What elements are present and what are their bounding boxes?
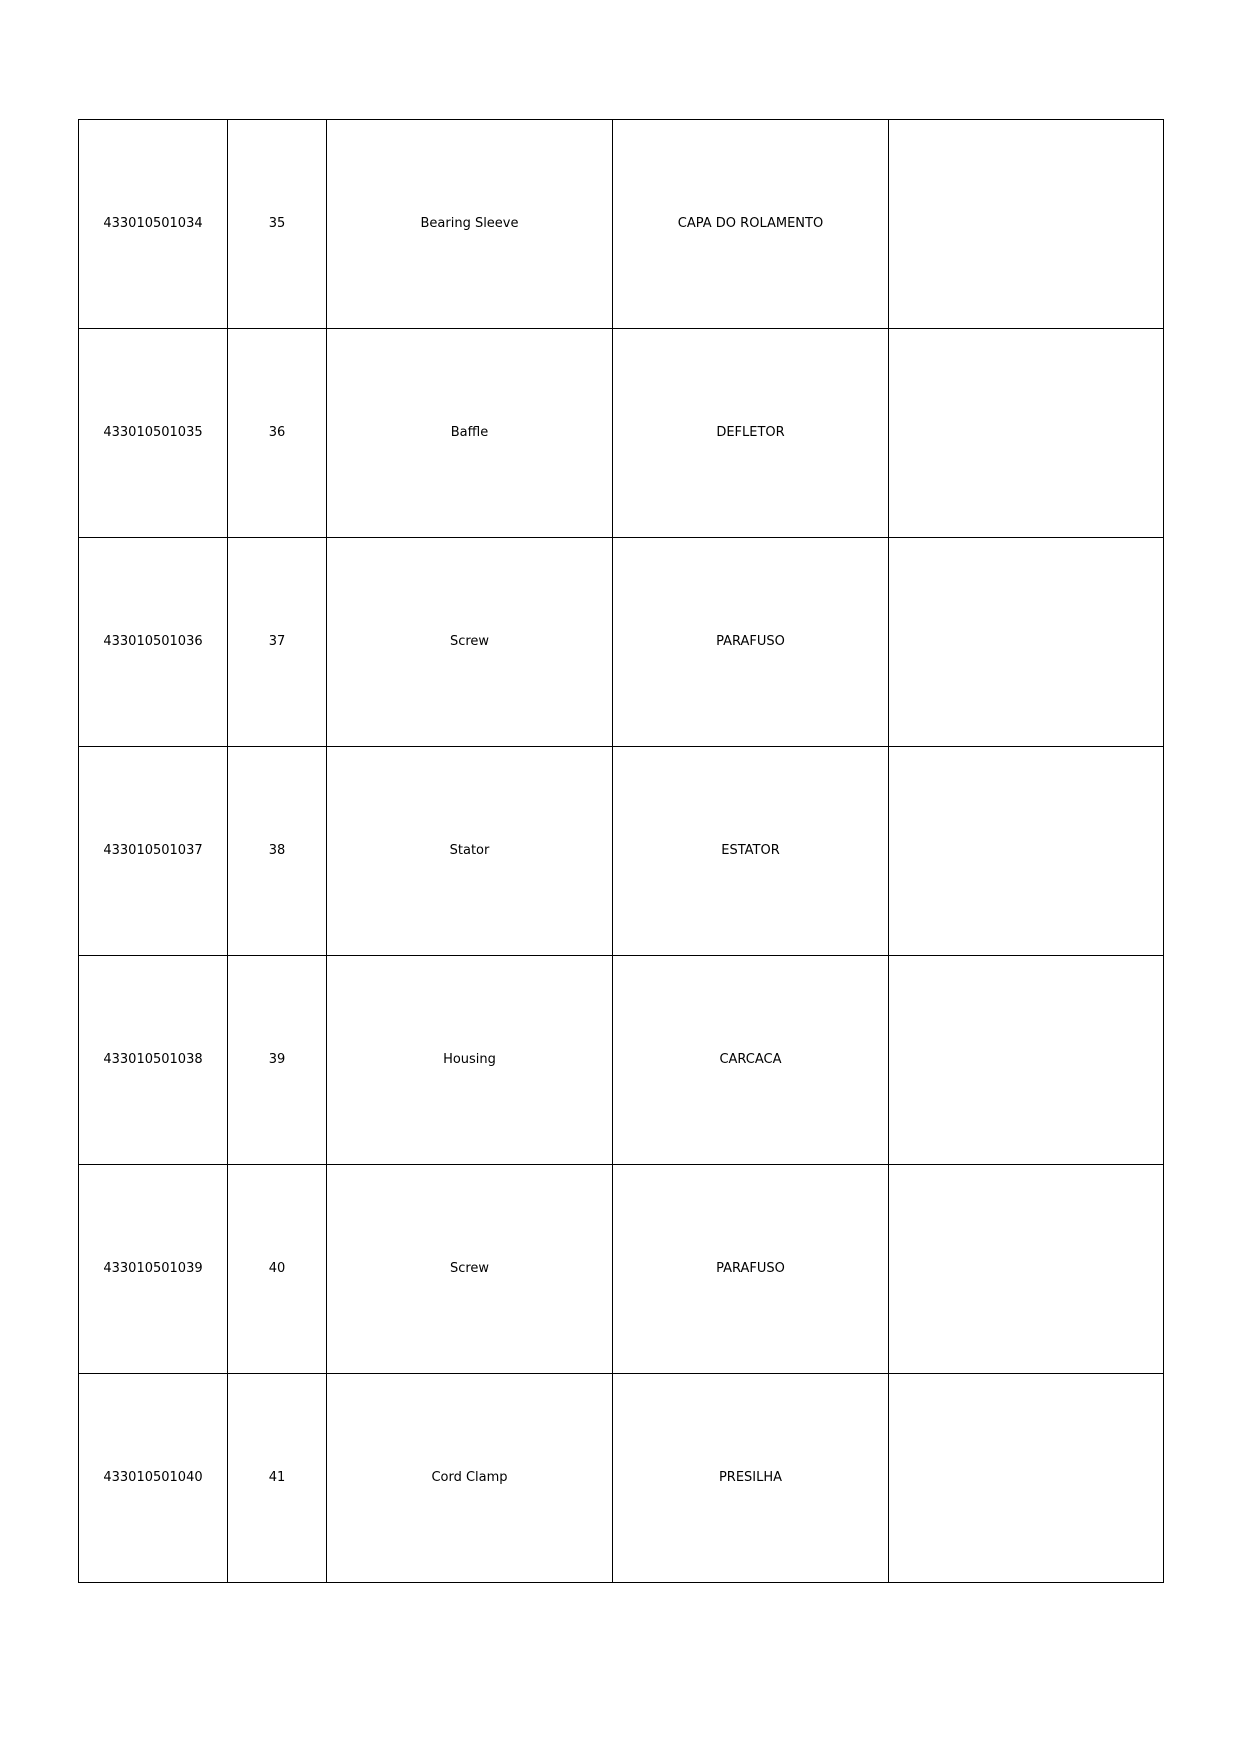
table-row bbox=[79, 120, 1164, 329]
table-row bbox=[79, 1374, 1164, 1583]
part-number-cell: 433010501035 bbox=[79, 329, 228, 538]
description-en-cell: Baffle bbox=[327, 329, 613, 538]
note-cell bbox=[889, 956, 1164, 1165]
description-pt-cell: DEFLETOR bbox=[613, 329, 889, 538]
description-pt-cell: CARCACA bbox=[613, 956, 889, 1165]
part-number-cell: 433010501036 bbox=[79, 538, 228, 747]
part-number-cell: 433010501037 bbox=[79, 747, 228, 956]
description-pt-cell: ESTATOR bbox=[613, 747, 889, 956]
item-number-cell: 37 bbox=[228, 538, 327, 747]
item-number-cell: 35 bbox=[228, 120, 327, 329]
description-pt-cell: PRESILHA bbox=[613, 1374, 889, 1583]
note-cell bbox=[889, 120, 1164, 329]
item-number-cell: 41 bbox=[228, 1374, 327, 1583]
part-number-cell: 433010501034 bbox=[79, 120, 228, 329]
table-row bbox=[79, 747, 1164, 956]
note-cell bbox=[889, 538, 1164, 747]
description-pt-cell: PARAFUSO bbox=[613, 538, 889, 747]
description-pt-cell: CAPA DO ROLAMENTO bbox=[613, 120, 889, 329]
part-number-cell: 433010501040 bbox=[79, 1374, 228, 1583]
table-row bbox=[79, 329, 1164, 538]
description-pt-cell: PARAFUSO bbox=[613, 1165, 889, 1374]
item-number-cell: 36 bbox=[228, 329, 327, 538]
table-row bbox=[79, 1165, 1164, 1374]
note-cell bbox=[889, 1374, 1164, 1583]
note-cell bbox=[889, 747, 1164, 956]
description-en-cell: Bearing Sleeve bbox=[327, 120, 613, 329]
description-en-cell: Stator bbox=[327, 747, 613, 956]
part-number-cell: 433010501038 bbox=[79, 956, 228, 1165]
description-en-cell: Cord Clamp bbox=[327, 1374, 613, 1583]
note-cell bbox=[889, 1165, 1164, 1374]
item-number-cell: 40 bbox=[228, 1165, 327, 1374]
part-number-cell: 433010501039 bbox=[79, 1165, 228, 1374]
note-cell bbox=[889, 329, 1164, 538]
parts-table bbox=[78, 119, 1164, 1583]
description-en-cell: Screw bbox=[327, 538, 613, 747]
item-number-cell: 39 bbox=[228, 956, 327, 1165]
description-en-cell: Screw bbox=[327, 1165, 613, 1374]
table-row bbox=[79, 956, 1164, 1165]
item-number-cell: 38 bbox=[228, 747, 327, 956]
table-row bbox=[79, 538, 1164, 747]
description-en-cell: Housing bbox=[327, 956, 613, 1165]
